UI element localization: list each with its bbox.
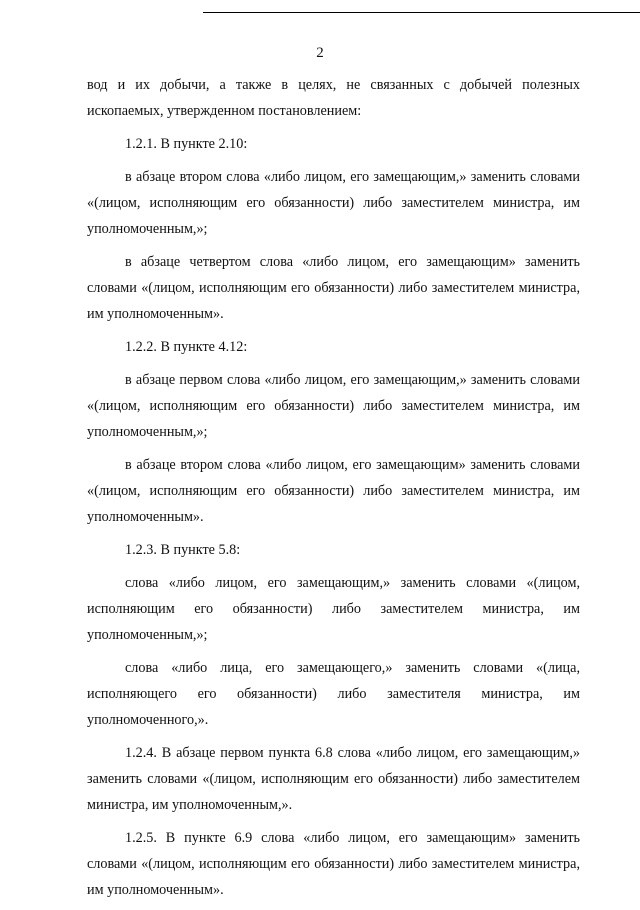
paragraph-2-10-abzac-4: в абзаце четвертом слова «либо лицом, его замещающим» заменить словами «(лицом, исполняющим его обязанности) либо заместителем министра, им уполномоченным». bbox=[87, 254, 580, 322]
page-number: 2 bbox=[316, 45, 324, 61]
paragraph-item-1-2-1: 1.2.1. В пункте 2.10: bbox=[125, 136, 248, 152]
paragraph-continuation: вод и их добычи, а также в целях, не связанных с добычей полезных ископаемых, утвержденном постановлением: bbox=[87, 77, 580, 119]
paragraph-5-8-words-2: слова «либо лица, его замещающего,» заменить словами «(лица, исполняющего его обязанности) либо заместителя министра, им уполномоченного,». bbox=[87, 660, 580, 728]
paragraph-4-12-abzac-2: в абзаце втором слова «либо лицом, его замещающим» заменить словами «(лицом, исполняющим его обязанности) либо заместителем министра, им уполномоченным». bbox=[87, 457, 580, 525]
paragraph-item-1-2-3: 1.2.3. В пункте 5.8: bbox=[125, 542, 241, 558]
paragraph-item-1-2-5: 1.2.5. В пункте 6.9 слова «либо лицом, его замещающим» заменить словами «(лицом, исполняющим его обязанности) либо заместителем министра, им уполномоченным». bbox=[87, 830, 580, 898]
paragraph-item-1-2-4: 1.2.4. В абзаце первом пункта 6.8 слова «либо лицом, его замещающим,» заменить словами «(лицом, исполняющим его обязанности) либо заместителем министра, им уполномоченным,». bbox=[87, 745, 580, 813]
paragraph-item-1-2-2: 1.2.2. В пункте 4.12: bbox=[125, 339, 248, 355]
top-rule bbox=[203, 12, 640, 13]
document-body bbox=[87, 72, 580, 910]
paragraph-2-10-abzac-2: в абзаце втором слова «либо лицом, его замещающим,» заменить словами «(лицом, исполняющим его обязанности) либо заместителем министра, им уполномоченным,»; bbox=[87, 169, 580, 237]
paragraph-5-8-words-1: слова «либо лицом, его замещающим,» заменить словами «(лицом, исполняющим его обязанности) либо заместителем министра, им уполномоченным,»; bbox=[87, 575, 580, 643]
paragraph-4-12-abzac-1: в абзаце первом слова «либо лицом, его замещающим,» заменить словами «(лицом, исполняющим его обязанности) либо заместителем министра, им уполномоченным,»; bbox=[87, 372, 580, 440]
